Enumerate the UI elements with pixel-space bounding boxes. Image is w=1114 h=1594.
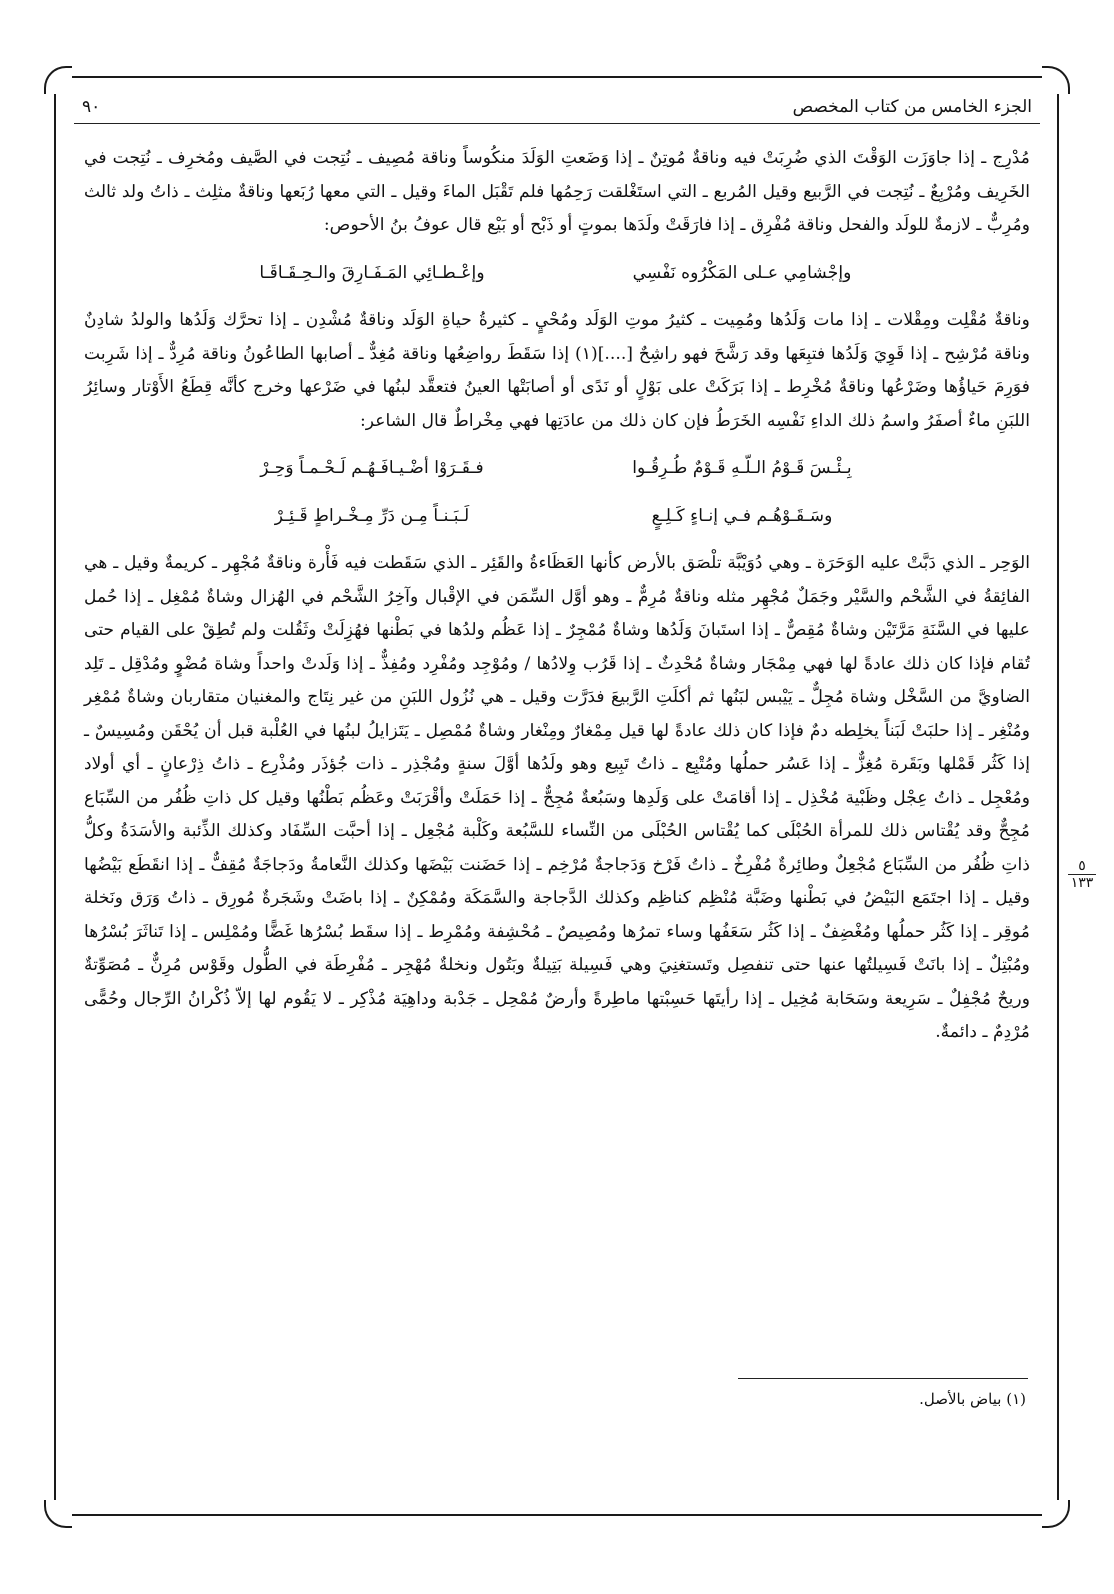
page-number: ٩٠ (82, 96, 101, 117)
footnote-separator (738, 1378, 1028, 1379)
marker-bottom: ١٣٣ (1068, 874, 1096, 891)
verse-line (84, 452, 1030, 486)
verse-line (84, 500, 1030, 534)
footnote: (١) بياض بالأصل. (919, 1390, 1026, 1408)
frame-corner-ornament (1042, 66, 1070, 94)
paragraph: وناقةٌ مُقْلِت ومِقْلات ـ إذا مات وَلَدُها ومُمِيت ـ كثيرُ موتِ الوَلَد ومُحْيٍ ـ كثيرةُ حياةِ الوَلَد وناقةٌ مُشْدِن ـ إذا تحرَّك وَلَدُها والولدُ شادِنٌ وناقة مُرْشِح ـ إذا قَوِيَ وَلَدُها فتبِعَها وقد رَشَّحَ فهو راشِحٌ [....](١) إذا سَقَطَ رواضِعُها وناقة مُغِدٌّ ـ أصابها الطاعُونُ وناقة مُرِدٌّ ـ إذا شَرِبت فوَرِمَ حَياؤُها وضَرْعُها وناقةٌ مُخْرِط ـ إذا بَرَكَتْ على بَوْلٍ أو نَدًى أو أصابَتْها العينُ فتعقَّد لبنُها في ضَرْعها وخرج كأنَّه قِطَعُ الأَوْتار وسائِرُ اللبَنِ ماءٌ أصفَرُ واسمُ ذلك الداءِ نَفْسِه الخَرَطُ فإن كان ذلك من عادَتِها فهي مِخْراطٌ قال الشاعر: (84, 310, 1030, 431)
marker-top: ٥ (1078, 858, 1086, 874)
paragraph: الوَحِر ـ الذي دَبَّتْ عليه الوَحَرَة ـ وهي دُوَيْبَّة تلْصَق بالأرض كأنها العَظَاءةُ والقَئِر ـ الذي سَقَطت فيه فَأْرة وناقةٌ مُجْهِر ـ كريمةٌ وقيل ـ هي الفائِقةُ في الشَّحْم والسَّيْر وجَمَلٌ مُجْهِر مثله وناقةٌ مُرِمٌّ ـ وهو أوَّل السِّمَن في الإقْبال وآخِرُ الشَّحْم في الهُزال وشاةٌ مُمْغِل ـ إذا حُمل عليها في السَّنَةِ مَرَّتَيْن وشاةٌ مُقِصٌّ ـ إذا استَبانَ وَلَدُها وشاةٌ مُمْجِرٌ ـ إذا عَظُم ولدُها في بَطْنها فهُزِلَتْ وثَقُلت ولم تُطِقْ على القيام حتى تُقام فإذا كان ذلك عادةً لها فهي مِمْجَار وشاةٌ مُحْدِثٌ ـ إذا قَرُب وِلادُها / ومُوْجِد ومُفْرِد ومُفِذٌّ ـ إذا وَلَدتْ واحداً وشاة مُضْوٍ ومُدْقِل ـ تَلِد الضاويَّ من السَّخْل وشاة مُجِلٌّ ـ يَيْبس لبَنُها ثم أكلَتِ الرَّبيعَ فدَرَّت وقيل ـ هي نُزُول اللبَنِ من غير نِتَاج والمغنيان متقاربان وشاةٌ مُمْغِر ومُنْغِر ـ إذا حلبَتْ لَبَناً يخلِطه دمٌ فإذا كان ذلك عادةً لها قيل مِمْغارٌ ومِنْغار وشاةٌ مُمْصِل ـ يَتَزايلُ لبنُها في العُلْبة قبل أن يُحْقَن ومُسِيسٌ ـ إذا كَثُر قَمْلها وبَقَرة مُغِزٌّ ـ إذا عَسُر حملُها ومُتْبِع ـ ذاتُ تَبِيع وهو ولَدُها أوَّلَ سنةٍ ومُجْذِر ـ ذات جُؤذَر ومُذْرِع ـ ذاتُ ذِرْعانٍ ـ أي أولاد ومُعْجِل ـ ذاتُ عِجْل وظَبْية مُخْذِل ـ إذا أقامَتْ على وَلَدِها وسَبُعةٌ مُجِحٌّ ـ إذا حَمَلَتْ وأقْرَبَتْ وعَظُم بَطْنُها وقيل كل ذاتِ ظُفُر من السِّبَاع مُجِحٌّ وقد يُقْتاس ذلك للمرأة الحُبْلَى كما يُقْتاس الحُبْلَى من النِّساء للسَّبُعة وكَلْبة مُجْعِل ـ إذا أحبَّت السِّفَاد وكذلك الذِّئبة والأسَدَةُ وكلُّ ذاتِ ظُفُر من السِّبَاع مُجْعِلٌ وطائِرةٌ مُفْرِخٌ ـ ذاتُ فَرْخ وَدَجاجةٌ مُرْخِم ـ إذا حَضَنت بَيْضَها وكذلك النَّعامةُ ودَجاجَةٌ مُقِفٌّ ـ إذا انقَطَع بَيْضُها وقيل ـ إذا اجتَمَع البَيْضُ في بَطْنها وضَبَّة مُنْظِم كناظِم وكذلك الدَّجاجة والسَّمَكَة ومُمْكِنٌ ـ إذا باضَتْ وشَجَرةٌ مُورِق ـ ذاتُ وَرَق ونَخلة مُوقِر ـ إذا كَثُر حملُها ومُغْضِفٌ ـ إذا كَثُر سَعَفُها وساء تمرُها ومُصِيصٌ ـ مُحْشِفة ومُمْرِط ـ إذا سقَط بُسْرُها غَضًّا ومُمْلِس ـ إذا تَناثَرَ بُسْرُها ومُبْتِلٌ ـ إذا بانَتْ فَسِيلتُها عنها حتى تنفصِل وتَستغنِيَ وهي فَسِيلة بَتِيلةٌ وبَتُول ونخلةٌ مُهْجِر ـ مُفْرِطَة في الطُّول وقَوْس مُرِنٌّ ـ مُصَوِّتةٌ وريحٌ مُجْفِلٌ ـ سَرِيعة وسَحَابة مُخِيل ـ إذا رأيتَها حَسِبْتها ماطِرةً وأرضٌ مُمْحِل ـ جَدْبة وداهِيَة مُذْكِر ـ لا يَقُوم لها إلاّ ذُكْرانُ الرِّجال وحُمًّى مُرْدِمٌ ـ دائمةٌ. (84, 553, 1030, 1042)
verse-line (84, 257, 1030, 291)
verse-hemistich-right: وسَـقَـوْهُـم فـي إنـاءٍ كَـلِـعٍ (651, 505, 833, 526)
page-body (84, 142, 1030, 1050)
verse-hemistich-right: بِـئْـسَ قَـوْمُ الـلّـهِ قَـوْمٌ طُـرِقُـوا (632, 458, 852, 478)
verse-hemistich-left: وإعْـطـائِي المَـفَـارِقَ والـحِـقَـاقَـا (259, 262, 485, 283)
frame-corner-ornament (44, 66, 72, 94)
margin-page-marker (1068, 858, 1096, 891)
paragraph: مُدْرِج ـ إذا جاوَزَت الوَقْتَ الذي ضُرِبَتْ فيه وناقةٌ مُوتِنٌ ـ إذا وَضَعتِ الوَلَدَ منكُوساً وناقة مُصِيف ـ نُتِجت في الصَّيف ومُخرِف ـ نُتِجت في الخَرِيف ومُرْبِعٌ ـ نُتِجت في الرَّبيع وقيل المُربع ـ التي استَغْلقت رَحِمُها فلم تَقْبَل الماءَ وقيل ـ التي معها رُبَعها وناقةٌ مثلِث ـ ذاتُ ولد ثالث ومُرِبٌّ ـ لازمةٌ للولَد والفحل وناقة مُفْرِق ـ إذا فارَقَتْ ولَدَها بموتٍ أو ذَبْح أو بَيْع قال عوفُ بنُ الأحوص: (84, 148, 1030, 235)
frame-corner-ornament (1042, 1500, 1070, 1528)
frame-corner-ornament (44, 1500, 72, 1528)
book-title: الجزء الخامس من كتاب المخصص (792, 96, 1032, 117)
running-header (74, 90, 1040, 124)
verse-hemistich-left: لَـبَـنـاً مِـن دَرِّ مِـخْـراطٍ قَـئِـرْ (274, 505, 470, 526)
verse-hemistich-left: فـقَـرَوْا أضْـيـافَـهُـم لَـحْـمـاً وَحِـرْ (260, 458, 484, 478)
verse-hemistich-right: وإجْشامِي عـلى المَكْرُوه نَفْسِي (632, 262, 852, 283)
